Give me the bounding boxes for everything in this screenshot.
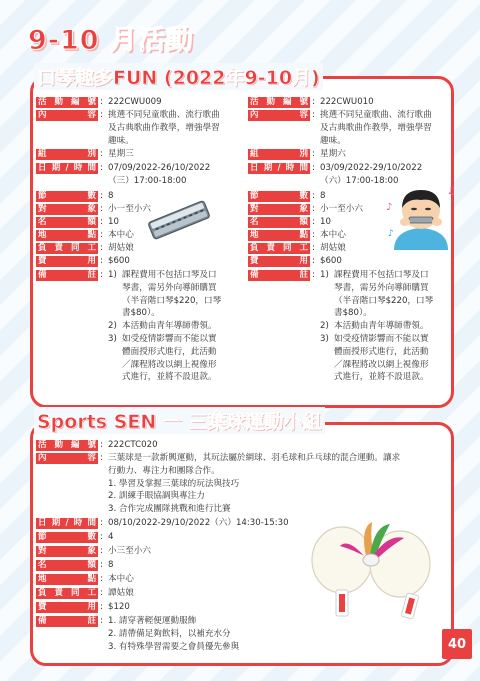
remarks-list <box>108 269 221 384</box>
colon: : <box>100 230 103 240</box>
remark-item: 2) 本活動由青年導師帶領。 <box>108 321 217 332</box>
date-label: 日 期 / 時 間 <box>36 163 98 174</box>
venue-value: 本中心 <box>108 574 134 584</box>
remarks-list <box>320 269 433 384</box>
target-value: 小一至小六 <box>108 204 151 214</box>
staff-label: 負 責 同 工 <box>36 588 98 599</box>
colon: : <box>100 532 103 542</box>
target-label: 對 象 <box>38 203 96 214</box>
sessions-label: 節 數 <box>250 190 308 201</box>
activity-code-label: 活 動 編 號 <box>36 97 98 108</box>
harmonica-icon <box>146 194 212 246</box>
colon: : <box>100 149 103 159</box>
staff-value: 譚姑娘 <box>108 588 134 598</box>
quota-value: 10 <box>320 217 331 227</box>
colon: : <box>100 243 103 253</box>
sessions-value: 8 <box>320 191 326 201</box>
venue-value: 本中心 <box>108 230 134 240</box>
colon: : <box>100 453 103 463</box>
colon: : <box>100 270 103 280</box>
target-label: 對 象 <box>38 545 96 556</box>
quota-label: 名 額 <box>38 216 96 227</box>
svg-text:♪: ♪ <box>386 202 393 213</box>
venue-label: 地 點 <box>38 573 96 584</box>
date-label: 日 期 / 時 間 <box>248 163 310 174</box>
date-time: 07/09/2022-26/10/2022 （三）17:00-18:00 <box>108 163 211 186</box>
colon: : <box>100 440 103 450</box>
remarks-label: 備 註 <box>250 269 308 280</box>
venue-label: 地 點 <box>250 229 308 240</box>
remarks-label: 備 註 <box>38 615 96 626</box>
colon: : <box>100 574 103 584</box>
staff-label: 負 責 同 工 <box>248 243 310 254</box>
colon: : <box>312 270 315 280</box>
remarks-list: 1. 請穿著輕便運動服飾 2. 請帶備足夠飲料，以補充水分 3. 有特殊學習需要之會員優先參與 <box>108 616 240 652</box>
colon: : <box>312 243 315 253</box>
svg-text:♫: ♫ <box>447 186 456 197</box>
content-label: 內 容 <box>38 452 96 463</box>
colon: : <box>100 163 103 173</box>
sessions-value: 4 <box>108 532 114 542</box>
remark-item: 1) 課程費用不包括口琴及口 琴書，需另外向導師購買 （半音階口琴$220，口琴 書$80）。 <box>320 270 434 319</box>
colon: : <box>100 110 103 120</box>
page-title: 9-10 月活動 <box>28 25 194 56</box>
colon: : <box>100 588 103 598</box>
activity-code: 222CWU009 <box>108 97 162 107</box>
colon: : <box>100 217 103 227</box>
colon: : <box>100 518 103 528</box>
colon: : <box>100 560 103 570</box>
sessions-label: 節 數 <box>38 531 96 542</box>
date-label: 日 期 / 時 間 <box>36 518 98 529</box>
colon: : <box>100 97 103 107</box>
sessions-value: 8 <box>108 191 114 201</box>
group-label: 組 別 <box>250 148 308 159</box>
venue-value: 本中心 <box>320 230 346 240</box>
remarks-label: 備 註 <box>38 269 96 280</box>
colon: : <box>100 204 103 214</box>
staff-value: 胡姑娘 <box>108 243 134 253</box>
svg-text:♪: ♪ <box>388 229 394 239</box>
fee-value: $600 <box>108 256 130 266</box>
quota-label: 名 額 <box>38 559 96 570</box>
colon: : <box>312 110 315 120</box>
remark-item: 3) 如受疫情影響而不能以實 體面授形式進行，此活動 ／課程將改以網上視像形 式進行，並將不設退款。 <box>320 333 429 383</box>
colon: : <box>312 163 315 173</box>
fee-label: 費 用 <box>38 601 96 612</box>
group-value: 星期六 <box>320 149 346 159</box>
remark-item: 3) 如受疫情影響而不能以實 體面授形式進行，此活動 ／課程將改以網上視像形 式進行，並將不設退款。 <box>108 333 217 383</box>
content-text: 挑選不同兒童歌曲、流行歌曲 及古典歌曲作教學，增強學習 趣味。 <box>108 110 220 146</box>
activity-code-label: 活 動 編 號 <box>36 440 98 451</box>
content-text: 挑選不同兒童歌曲、流行歌曲 及古典歌曲作教學，增強學習 趣味。 <box>320 110 432 146</box>
colon: : <box>312 191 315 201</box>
staff-label: 負 責 同 工 <box>36 243 98 254</box>
content-label: 內 容 <box>38 109 96 120</box>
sports-sen-section-title: Sports SEN 一 三葉球運動小組 <box>34 407 325 434</box>
staff-value: 胡姑娘 <box>320 243 346 253</box>
date-time: 08/10/2022-29/10/2022（六）14:30-15:30 <box>108 518 289 528</box>
colon: : <box>100 546 103 556</box>
colon: : <box>100 191 103 201</box>
date-time: 03/09/2022-29/10/2022 （六）17:00-18:00 <box>320 163 423 186</box>
page-number: 40 <box>442 629 472 659</box>
fee-value: $120 <box>108 602 130 612</box>
venue-label: 地 點 <box>38 229 96 240</box>
group-label: 組 別 <box>38 148 96 159</box>
colon: : <box>312 204 315 214</box>
content-label: 內 容 <box>250 109 308 120</box>
quota-label: 名 額 <box>250 216 308 227</box>
remark-item: 1) 課程費用不包括口琴及口 琴書，需另外向導師購買 （半音階口琴$220，口琴 書$80）。 <box>108 270 222 319</box>
colon: : <box>312 230 315 240</box>
trefoil-ball-paddles-icon <box>300 520 448 620</box>
activity-code-label: 活 動 編 號 <box>248 97 310 108</box>
target-value: 小三至小六 <box>108 546 151 556</box>
activity-code: 222CTC020 <box>108 440 158 450</box>
colon: : <box>312 217 315 227</box>
fee-label: 費 用 <box>38 255 96 266</box>
content-text: 三葉球是一款新興運動，其玩法屬於網球、羽毛球和乒乓球的混合運動。讓求 行動力、專注力和團隊合作。 1. 學習及掌握三葉球的玩法與技巧 2. 訓練手眼協調與專注力 3. 合作完成團隊挑戰和進行比賽 <box>108 453 401 515</box>
target-label: 對 象 <box>250 203 308 214</box>
quota-value: 8 <box>108 560 114 570</box>
quota-value: 10 <box>108 217 119 227</box>
fee-label: 費 用 <box>250 255 308 266</box>
fee-value: $600 <box>320 256 342 266</box>
colon: : <box>100 256 103 266</box>
boy-playing-harmonica-icon <box>384 180 458 252</box>
colon: : <box>312 97 315 107</box>
colon: : <box>312 149 315 159</box>
group-value: 星期三 <box>108 149 134 159</box>
colon: : <box>100 616 103 626</box>
colon: : <box>100 602 103 612</box>
target-value: 小一至小六 <box>320 204 363 214</box>
harmonica-section-title: 口琴趣多FUN (2022年9-10月) <box>34 63 323 90</box>
activity-code: 222CWU010 <box>320 97 374 107</box>
colon: : <box>312 256 315 266</box>
sessions-label: 節 數 <box>38 190 96 201</box>
remark-item: 2) 本活動由青年導師帶領。 <box>320 321 429 332</box>
